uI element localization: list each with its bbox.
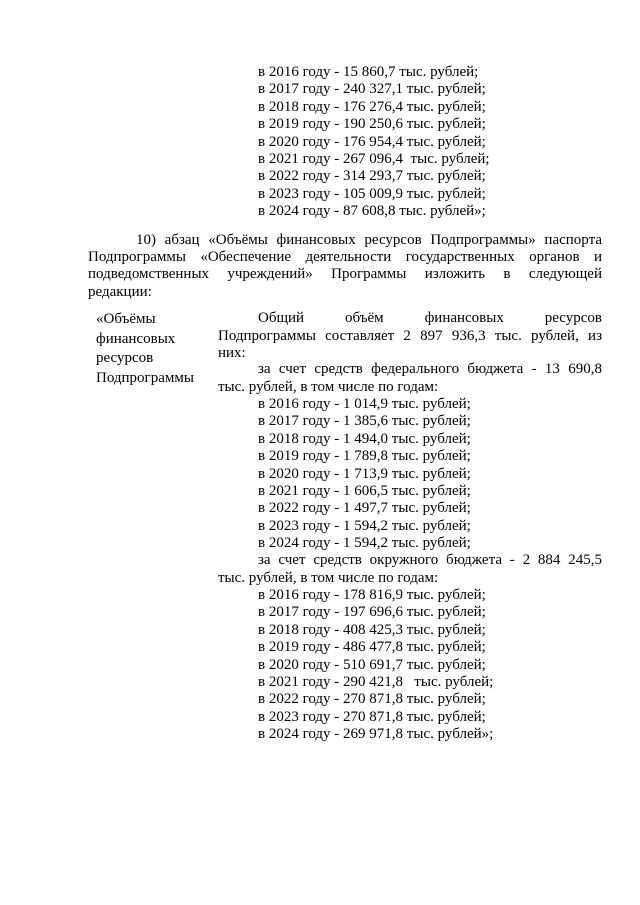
list-item: в 2021 году - 1 606,5 тыс. рублей; [258, 482, 471, 499]
list-item: в 2016 году - 15 860,7 тыс. рублей; [258, 64, 479, 80]
list-item: в 2024 году - 269 971,8 тыс. рублей»; [258, 726, 494, 743]
paragraph-line: Подпрограммы «Обеспечение деятельности государственных органов и [88, 249, 602, 266]
list-item: в 2018 году - 408 425,3 тыс. рублей; [258, 621, 486, 638]
intro-line: Подпрограммы составляет 2 897 936,3 тыс. рублей, из [218, 327, 602, 344]
okrug-heading-line: тыс. рублей, в том числе по годам: [218, 569, 439, 586]
list-item: в 2019 году - 190 250,6 тыс. рублей; [258, 116, 486, 133]
list-item: в 2017 году - 197 696,6 тыс. рублей; [258, 604, 486, 621]
list-item: в 2019 году - 486 477,8 тыс. рублей; [258, 639, 486, 656]
left-cell-line: Подпрограммы [96, 369, 194, 386]
list-item: в 2020 году - 510 691,7 тыс. рублей; [258, 656, 486, 673]
list-item: в 2019 году - 1 789,8 тыс. рублей; [258, 448, 471, 465]
table-left-cell [96, 310, 208, 388]
list-item: в 2016 году - 1 014,9 тыс. рублей; [258, 396, 471, 412]
list-item: в 2023 году - 270 871,8 тыс. рублей; [258, 708, 486, 725]
list-item: в 2022 году - 1 497,7 тыс. рублей; [258, 500, 471, 517]
list-item: в 2021 году - 267 096,4 тыс. рублей; [258, 150, 490, 167]
list-item: в 2017 году - 1 385,6 тыс. рублей; [258, 413, 471, 430]
intro-line: Общий объём финансовых ресурсов [258, 310, 602, 326]
federal-budget-list [258, 396, 471, 553]
left-cell-line: «Объёмы [96, 311, 156, 327]
left-cell-line: финансовых [96, 330, 176, 347]
list-item: в 2022 году - 314 293,7 тыс. рублей; [258, 168, 486, 185]
okrug-budget-heading [218, 552, 602, 587]
list-item: в 2018 году - 176 276,4 тыс. рублей; [258, 98, 486, 115]
list-item: в 2018 году - 1 494,0 тыс. рублей; [258, 430, 471, 447]
amendment-paragraph [88, 232, 602, 301]
table-right-cell-intro [218, 310, 602, 363]
paragraph-line: редакции: [88, 283, 152, 300]
funding-by-year-list [258, 64, 490, 221]
list-item: в 2016 году - 178 816,9 тыс. рублей; [258, 587, 486, 603]
federal-budget-heading [218, 361, 602, 396]
okrug-budget-list [258, 587, 493, 744]
federal-heading-line: тыс. рублей, в том числе по годам: [218, 378, 439, 395]
paragraph-line: подведомственных учреждений» Программы изложить в следующей [88, 266, 602, 283]
list-item: в 2020 году - 176 954,4 тыс. рублей; [258, 133, 486, 150]
intro-line: них: [218, 345, 246, 361]
federal-heading-line: за счет средств федерального бюджета - 13 690,8 [258, 361, 602, 377]
list-item: в 2021 году - 290 421,8 тыс. рублей; [258, 673, 494, 690]
list-item: в 2020 году - 1 713,9 тыс. рублей; [258, 465, 471, 482]
list-item: в 2017 году - 240 327,1 тыс. рублей; [258, 81, 486, 98]
list-item: в 2022 году - 270 871,8 тыс. рублей; [258, 691, 486, 708]
paragraph-line: 10) абзац «Объёмы финансовых ресурсов Подпрограммы» паспорта [136, 232, 602, 248]
list-item: в 2024 году - 87 608,8 тыс. рублей»; [258, 203, 486, 220]
okrug-heading-line: за счет средств окружного бюджета - 2 884 245,5 [258, 552, 602, 568]
list-item: в 2023 году - 1 594,2 тыс. рублей; [258, 517, 471, 534]
list-item: в 2023 году - 105 009,9 тыс. рублей; [258, 185, 486, 202]
left-cell-line: ресурсов [96, 350, 154, 366]
list-item: в 2024 году - 1 594,2 тыс. рублей; [258, 535, 471, 552]
